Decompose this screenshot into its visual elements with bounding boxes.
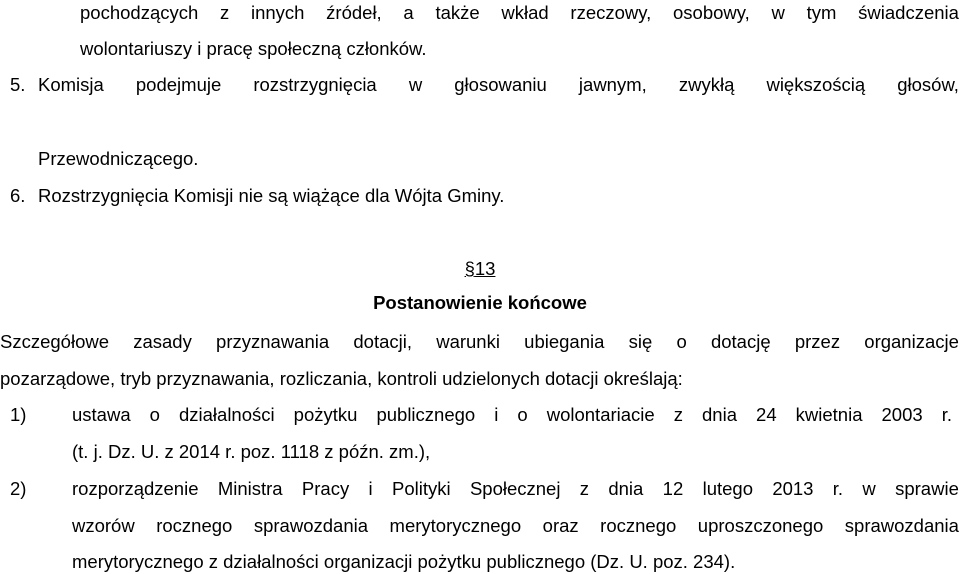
word: oraz	[542, 515, 579, 536]
list-item2-line2	[72, 515, 959, 537]
list-item2-line3: merytorycznego z działalności organizacji pożytku publicznego (Dz. U. poz. 234).	[72, 551, 736, 572]
word: świadczenia	[858, 2, 959, 23]
word: podejmuje	[135, 74, 222, 95]
word: 12	[662, 478, 684, 499]
word: przez	[794, 331, 841, 352]
word: ubiegania	[524, 331, 605, 352]
word: Pracy	[301, 478, 350, 499]
word: warunki	[436, 331, 500, 352]
word: ustawa	[72, 404, 131, 425]
word: jawnym,	[578, 74, 647, 95]
word: z	[220, 2, 230, 23]
word: wkład	[501, 2, 549, 23]
word: kwietnia	[795, 404, 863, 425]
word: pożytku	[293, 404, 358, 425]
intro-line1	[0, 331, 959, 353]
word: działalności	[178, 404, 275, 425]
word: o	[517, 404, 528, 425]
word: rzeczowy,	[570, 2, 652, 23]
word: zasady	[133, 331, 192, 352]
word: dnia	[702, 404, 737, 425]
word: źródeł,	[326, 2, 382, 23]
item6-text: Rozstrzygnięcia Komisji nie są wiążące dla Wójta Gminy.	[38, 185, 505, 206]
item5-number: 5.	[10, 74, 26, 95]
word: w	[862, 478, 876, 499]
item5-line1	[38, 74, 959, 96]
section-symbol: §	[464, 258, 475, 279]
item6-number: 6.	[10, 185, 26, 206]
section-title: Postanowienie końcowe	[373, 292, 587, 313]
word: sprawozdania	[844, 515, 959, 536]
list-item2-line1	[72, 478, 959, 500]
word: przyznawania	[216, 331, 330, 352]
word: dotacji,	[353, 331, 412, 352]
word: głosów,	[897, 74, 959, 95]
word: rocznego	[600, 515, 677, 536]
word: pochodzących	[80, 2, 199, 23]
word: 24	[756, 404, 777, 425]
word: z	[579, 478, 590, 499]
word: w	[771, 2, 785, 23]
word: Społecznej	[469, 478, 561, 499]
word: Komisja	[38, 74, 104, 95]
word: zwykłą	[678, 74, 735, 95]
word: tym	[806, 2, 837, 23]
word: i	[368, 478, 373, 499]
list-item1-line1	[72, 404, 952, 426]
word: i	[494, 404, 499, 425]
word: dotację	[710, 331, 771, 352]
word: większością	[766, 74, 866, 95]
word: publicznego	[376, 404, 476, 425]
list-item1-number: 1)	[10, 404, 27, 425]
word: Polityki	[392, 478, 451, 499]
word: 2003	[881, 404, 923, 425]
word: organizacje	[864, 331, 959, 352]
list-item2-number: 2)	[10, 478, 27, 499]
word: wolontariacie	[546, 404, 655, 425]
word: r.	[941, 404, 952, 425]
word: rozporządzenie	[72, 478, 199, 499]
word: się	[628, 331, 653, 352]
intro-line2: pozarządowe, tryb przyznawania, rozliczania, kontroli udzielonych dotacji określają:	[0, 368, 683, 389]
item4-cont-line2: wolontariuszy i pracę społeczną członków.	[80, 38, 427, 59]
word: wzorów	[72, 515, 135, 536]
word: osobowy,	[673, 2, 750, 23]
word: a	[403, 2, 414, 23]
word: rozstrzygnięcia	[253, 74, 377, 95]
section-heading	[0, 258, 960, 280]
word: z	[673, 404, 683, 425]
word: merytorycznego	[389, 515, 522, 536]
item5-line3: Przewodniczącego.	[38, 148, 199, 169]
word: także	[435, 2, 480, 23]
word: głosowaniu	[454, 74, 547, 95]
word: w	[408, 74, 423, 95]
word: 2013	[772, 478, 814, 499]
item4-cont-line1	[80, 2, 959, 24]
word: Szczegółowe	[0, 331, 110, 352]
word: innych	[250, 2, 305, 23]
word: dnia	[608, 478, 644, 499]
word: o	[149, 404, 160, 425]
word: rocznego	[156, 515, 233, 536]
list-item1-line2: (t. j. Dz. U. z 2014 r. poz. 1118 z późn. zm.),	[72, 441, 431, 462]
word: r.	[832, 478, 844, 499]
word: sprawie	[895, 478, 959, 499]
section-number: 13	[474, 258, 496, 279]
word: uproszczonego	[697, 515, 824, 536]
word: lutego	[702, 478, 753, 499]
word: Ministra	[217, 478, 283, 499]
word: o	[676, 331, 687, 352]
word: sprawozdania	[253, 515, 369, 536]
